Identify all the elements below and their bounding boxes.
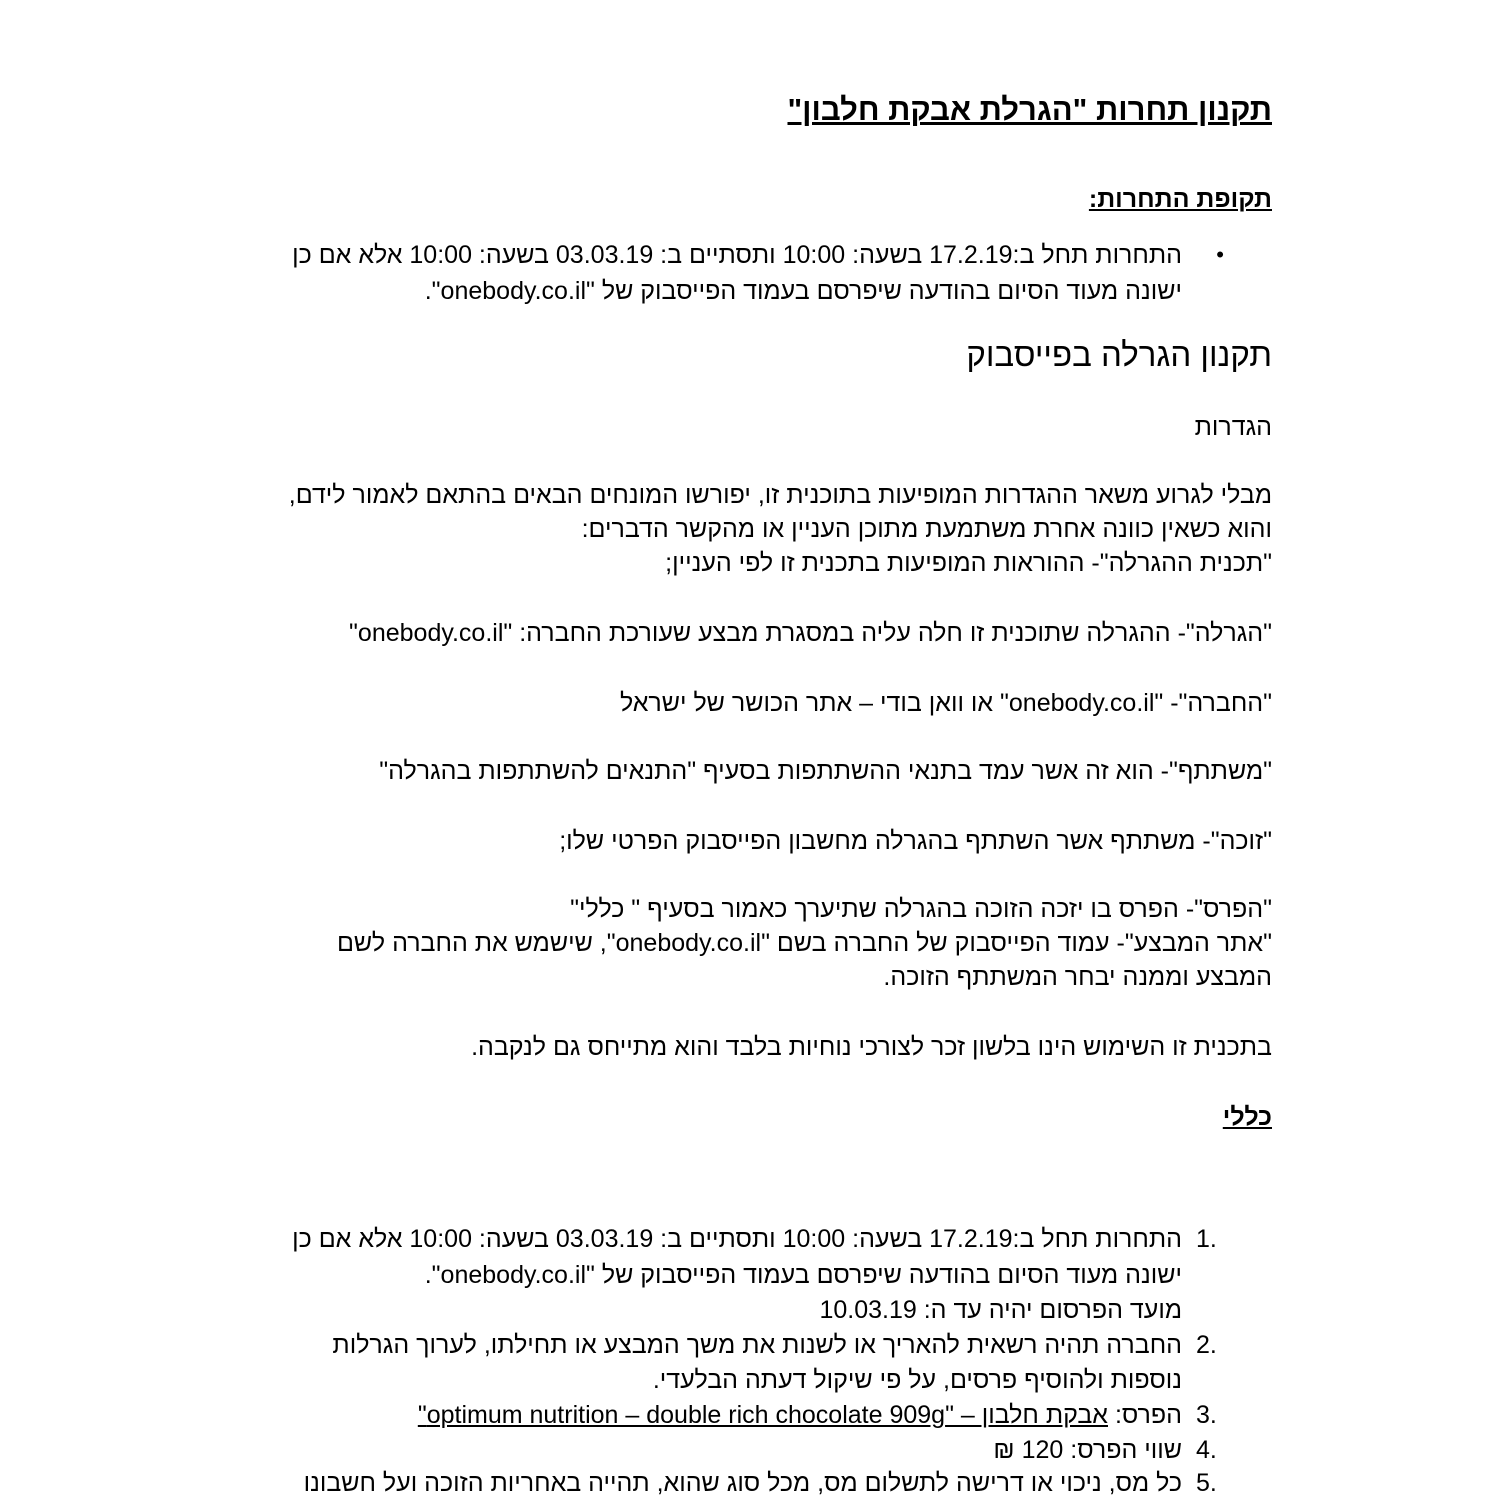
list-item-number: 3. [1196,1401,1217,1429]
period-line-2: ישונה מעוד הסיום בהודעה שיפרסם בעמוד הפייסבוק של "onebody.co.il". [424,277,1182,305]
list-item-number: 1. [1196,1225,1217,1253]
definition-program: "תכנית ההגרלה"- ההוראות המופיעות בתכנית זו לפי העניין; [665,549,1272,577]
period-heading: תקופת התחרות: [1088,185,1272,213]
definition-lottery: "הגרלה"- ההגרלה שתוכנית זו חלה עליה במסגרת מבצע שעורכת החברה: "onebody.co.il" [349,619,1272,647]
list-item-4: שווי הפרס: 120 ₪ [993,1436,1182,1464]
facebook-rules-heading: תקנון הגרלה בפייסבוק [966,336,1272,373]
definition-site-line-2: המבצע וממנה יבחר המשתתף הזוכה. [883,963,1272,991]
gender-note: בתכנית זו השימוש הינו בלשון זכר לצורכי נוחיות בלבד והוא מתייחס גם לנקבה. [471,1033,1272,1061]
general-heading: כללי [1222,1103,1272,1131]
list-item-number: 2. [1196,1331,1217,1359]
list-item-1-line-1: התחרות תחל ב:17.2.19 בשעה: 10:00 ותסתיים ב: 03.03.19 בשעה: 10:00 אלא אם כן [292,1225,1182,1253]
document-title: תקנון תחרות "הגרלת אבקת חלבון" [787,92,1272,127]
definitions-intro-line-1: מבלי לגרוע משאר ההגדרות המופיעות בתוכנית זו, יפורשו המונחים הבאים בהתאם לאמור לידם, [288,481,1272,509]
prize-label: הפרס: [1108,1401,1182,1429]
period-line-1: התחרות תחל ב:17.2.19 בשעה: 10:00 ותסתיים ב: 03.03.19 בשעה: 10:00 אלא אם כן [292,241,1182,269]
bullet-icon: • [1216,242,1224,267]
definition-winner: "זוכה"- משתתף אשר השתתף בהגרלה מחשבון הפייסבוק הפרטי שלו; [559,827,1272,855]
definition-participant: "משתתף"- הוא זה אשר עמד בתנאי ההשתתפות בסעיף "התנאים להשתתפות בהגרלה" [379,757,1272,785]
definition-prize: "הפרס"- הפרס בו יזכה הזוכה בהגרלה שתיערך כאמור בסעיף " כללי" [570,895,1272,923]
definitions-heading: הגדרות [1194,413,1272,441]
list-item-2-line-1: החברה תהיה רשאית להאריך או לשנות את משך המבצע או תחילתו, לערוך הגרלות [332,1331,1182,1359]
definition-site-line-1: "אתר המבצע"- עמוד הפייסבוק של החברה בשם "onebody.co.il", שישמש את החברה לשם [336,929,1272,957]
list-item-3 [418,1398,1182,1432]
prize-value: אבקת חלבון – "optimum nutrition – double rich chocolate 909g" [417,1401,1108,1429]
list-item-number: 4. [1196,1436,1217,1464]
list-item-2-line-2: נוספות ולהוסיף פרסים, על פי שיקול דעתה הבלעדי. [652,1366,1182,1394]
list-item-number: 5. [1196,1469,1217,1497]
list-item-5: כל מס, ניכוי או דרישה לתשלום מס, מכל סוג שהוא, תהייה באחריות הזוכה ועל חשבונו [303,1469,1182,1497]
definitions-intro-line-2: והוא כשאין כוונה אחרת משתמעת מתוכן העניין או מהקשר הדברים: [581,515,1272,543]
definition-company: "החברה"- "onebody.co.il" או וואן בודי – אתר הכושר של ישראל [619,689,1272,717]
list-item-1-line-3: מועד הפרסום יהיה עד ה: 10.03.19 [819,1296,1182,1324]
list-item-1-line-2: ישונה מעוד הסיום בהודעה שיפרסם בעמוד הפייסבוק של "onebody.co.il". [424,1261,1182,1289]
